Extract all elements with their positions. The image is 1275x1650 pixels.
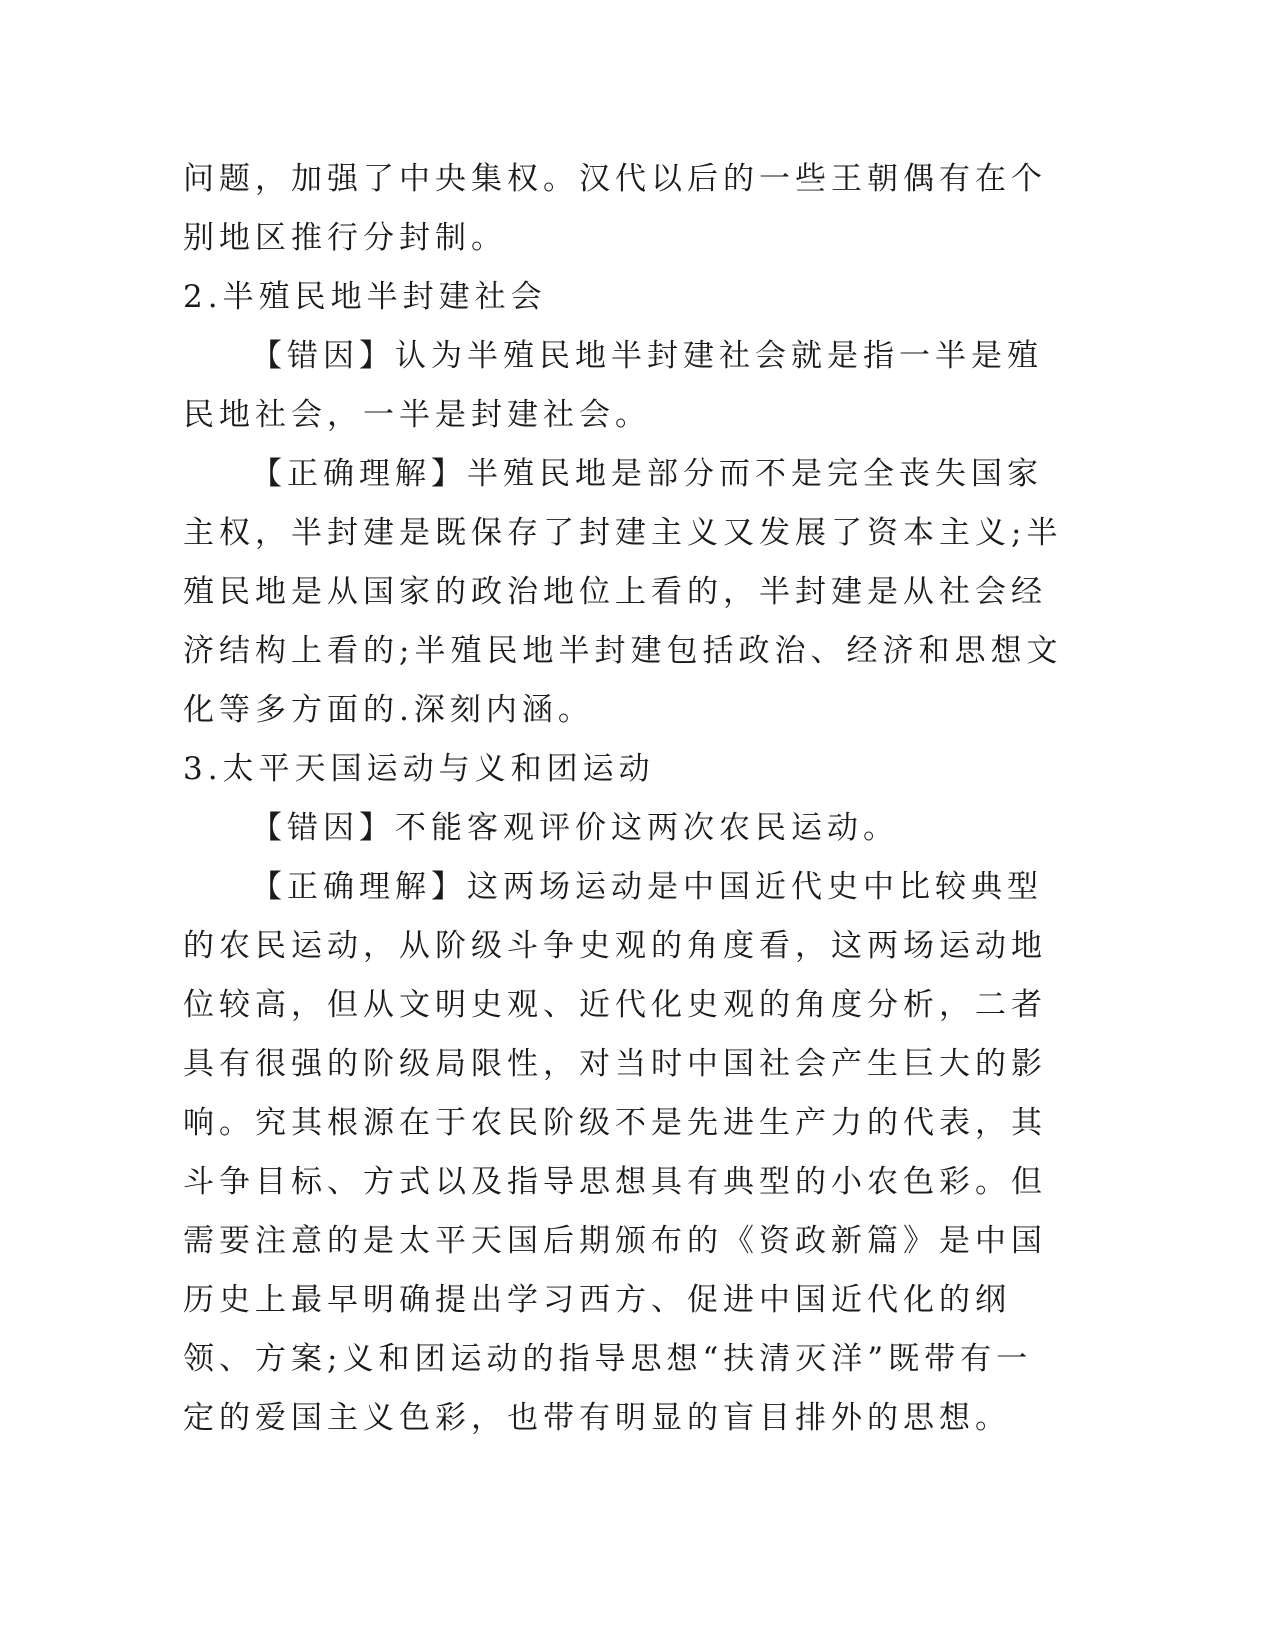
section-heading-3: 3.太平天国运动与义和团运动: [183, 751, 655, 787]
paragraph-correct-understanding-3: 【正确理解】这两场运动是中国近代史中比较典型的农民运动，从阶级斗争史观的角度看，这两场运动地位较高，但从文明史观、近代化史观的角度分析，二者具有很强的阶级局限性，对当时中国社会产生巨大的影响。究其根源在于农民阶级不是先进生产力的代表，其斗争目标、方式以及指导思想具有典型的小农色彩。但需要注意的是太平天国后期颁布的《资政新篇》是中国历史上最早明确提出学习西方、促进中国近代化的纲领、方案;义和团运动的指导思想“扶清灭洋”既带有一定的爱国主义色彩，也带有明显的盲目排外的思想。: [183, 869, 1047, 1436]
section-heading-2: 2.半殖民地半封建社会: [183, 279, 547, 315]
document-body: [183, 150, 1063, 1448]
paragraph-correct-understanding-2: 【正确理解】半殖民地是部分而不是完全丧失国家主权，半封建是既保存了封建主义又发展了资本主义;半殖民地是从国家的政治地位上看的，半封建是从社会经济结构上看的;半殖民地半封建包括政治、经济和思想文化等多方面的.深刻内涵。: [183, 456, 1063, 728]
paragraph-continuation: 问题，加强了中央集权。汉代以后的一些王朝偶有在个别地区推行分封制。: [183, 161, 1047, 256]
paragraph-error-cause-3: 【错因】不能客观评价这两次农民运动。: [251, 810, 899, 846]
paragraph-error-cause-2: 【错因】认为半殖民地半封建社会就是指一半是殖民地社会，一半是封建社会。: [183, 338, 1043, 433]
